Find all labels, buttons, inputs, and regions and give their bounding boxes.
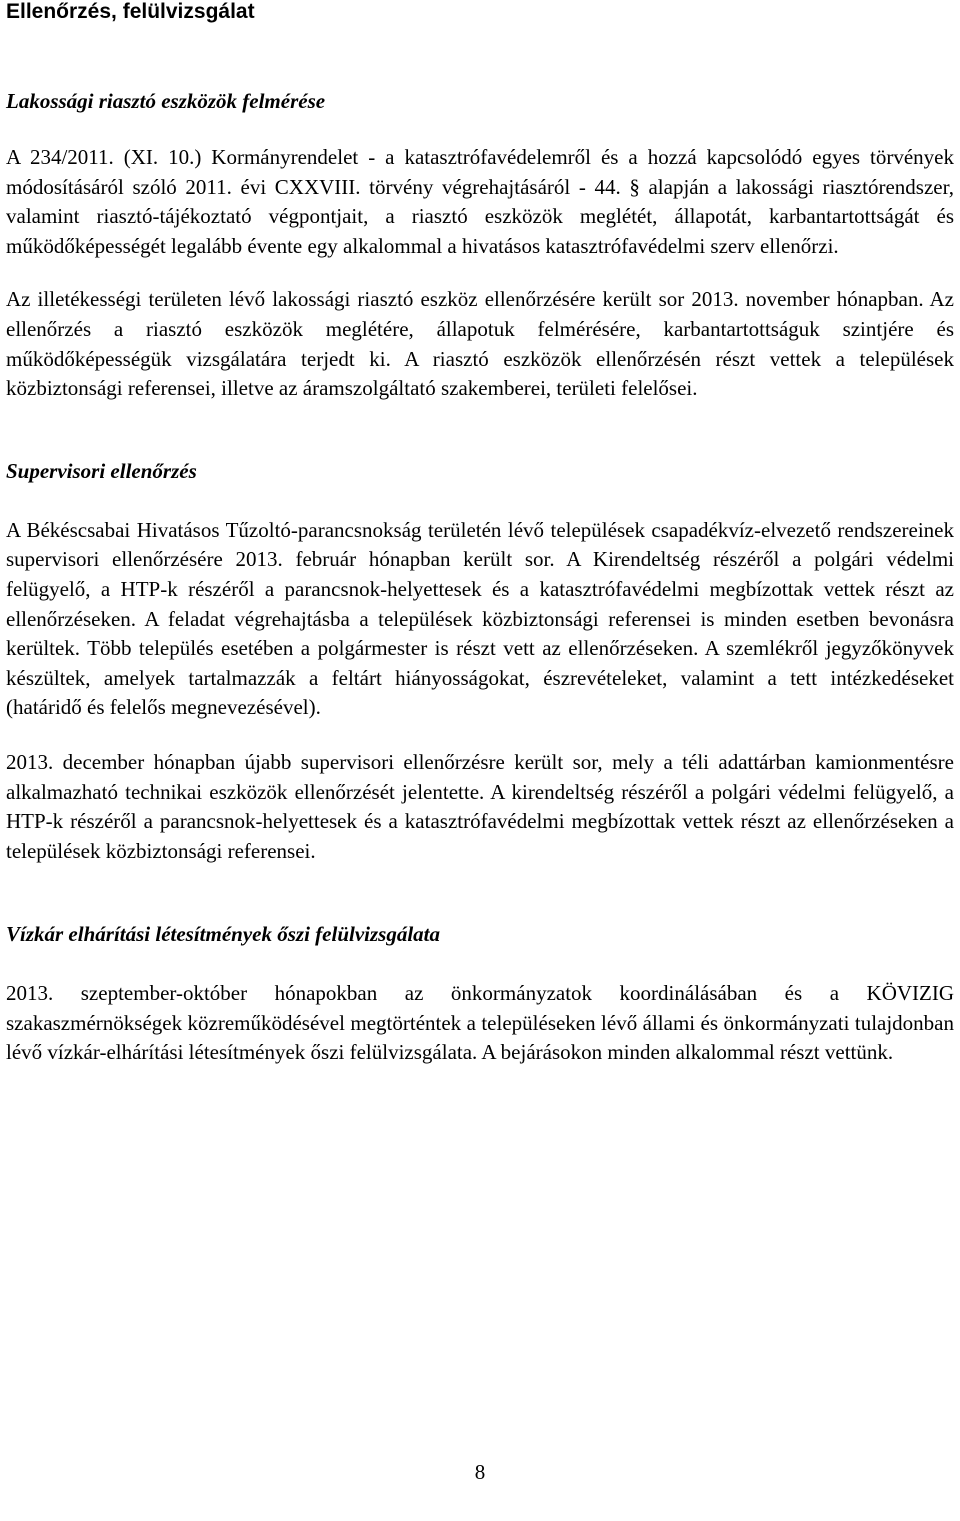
paragraph: A 234/2011. (XI. 10.) Kormányrendelet - a katasztrófavédelemről és a hozzá kapcsolódó egyes törvények módosításáról szóló 2011. évi CXXVIII. törvény végrehajtásáról - 44. § alapján a lakossági riasztórendszer, valamint riasztó-tájékoztató végpontjait, a riasztó eszközök meglétét, állapotát, karbantartottságát és működőképességét legalább évente egy alkalommal a hivatásos katasztrófavédelmi szerv ellenőrzi.: [6, 145, 954, 258]
page-number: 8: [474, 1460, 486, 1484]
section-title: Lakossági riasztó eszközök felmérése: [6, 89, 326, 113]
page-heading: Ellenőrzés, felülvizsgálat: [6, 0, 255, 23]
section-title: Vízkár elhárítási létesítmények őszi felülvizsgálata: [6, 922, 441, 947]
section-supervisori-ellenorzes: [6, 457, 954, 867]
section-lakossagi-riaszto: [6, 87, 954, 404]
paragraph: 2013. szeptember-október hónapokban az önkormányzatok koordinálásában és a KÖVIZIG szakaszmérnökségek közreműködésével megtörténtek a településeken lévő állami és önkormányzati tulajdonban lévő vízkár-elhárítási létesítmények őszi felülvizsgálata. A bejárásokon minden alkalommal részt vettünk.: [6, 981, 954, 1065]
section-vizkar-elharitas: [6, 920, 954, 1068]
paragraph: A Békéscsabai Hivatásos Tűzoltó-parancsnokság területén lévő települések csapadékvíz-elvezető rendszereinek supervisori ellenőrzésére 2013. február hónapban került sor. A Kirendeltség részéről a polgári védelmi felügyelő, a HTP-k részéről a parancsnok-helyettesek és a katasztrófavédelmi megbízottak vettek részt az ellenőrzéseken. A feladat végrehajtásba a települések közbiztonsági referensei is minden esetben bevonásra kerültek. Több település esetében a polgármester is részt vett az ellenőrzéseken. A szemlékről jegyzőkönyvek készültek, amelyek tartalmazzák a feltárt hiányosságokat, észrevételeket, valamint a tett intézkedéseket (határidő és felelős megnevezésével).: [6, 517, 954, 720]
section-title: Supervisori ellenőrzés: [6, 458, 197, 483]
paragraph: Az illetékességi területen lévő lakossági riasztó eszköz ellenőrzésére került sor 2013. november hónapban. Az ellenőrzés a riasztó eszközök meglétére, állapotuk felmérésére, karbantartottságuk szintjére és működőképességük vizsgálatára terjedt ki. A riasztó eszközök ellenőrzésén részt vettek a települések közbiztonsági referensei, illetve az áramszolgáltató szakemberei, területi felelősei.: [6, 287, 954, 401]
paragraph: 2013. december hónapban újabb supervisori ellenőrzésre került sor, mely a téli adattárban kamionmentésre alkalmazható technikai eszközök ellenőrzését jelentette. A kirendeltség részéről a polgári védelmi felügyelő, a HTP-k részéről a parancsnok-helyettesek és a katasztrófavédelmi megbízottak vettek részt az ellenőrzéseken a települések közbiztonsági referensei.: [6, 749, 954, 863]
document-page: [6, 0, 954, 1068]
